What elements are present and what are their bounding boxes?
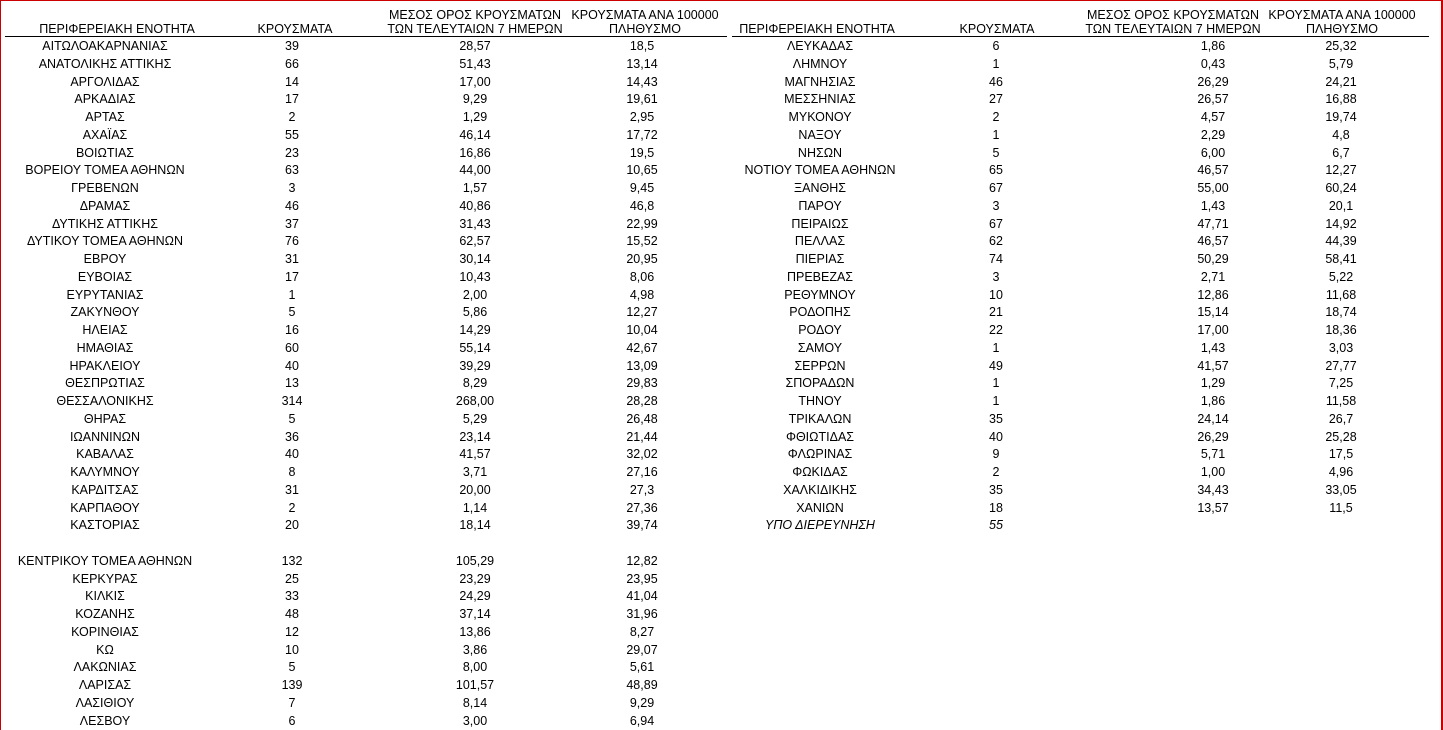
cases-cell: 74 [989,252,1003,266]
region-cell: ΦΩΚΙΔΑΣ [792,465,848,479]
per100k-cell: 29,07 [626,642,658,657]
cases-cell: 18 [989,500,1003,515]
avg-cell: 23,29 [459,571,491,586]
cases-cell: 35 [989,411,1003,426]
header-rule-left [5,36,727,37]
per100k-cell: 42,67 [626,340,658,355]
avg-cell: 4,57 [1200,110,1226,124]
avg-cell: 40,86 [459,198,491,213]
per100k-cell: 32,02 [626,447,658,462]
per100k-cell: 29,83 [626,376,658,391]
cases-cell: 17 [285,269,299,284]
avg-cell: 26,29 [1197,429,1229,444]
per100k-cell: 8,06 [629,269,655,284]
avg-cell: 18,14 [459,518,491,533]
per100k-cell: 9,45 [629,181,655,195]
cases-cell: 5 [288,305,296,320]
avg-cell: 14,29 [459,323,491,337]
cases-cell: 5 [288,660,296,675]
region-cell: ΖΑΚΥΝΘΟΥ [70,305,140,320]
region-cell: ΡΟΔΟΥ [798,323,842,337]
cases-cell: 25 [285,571,299,586]
region-cell: ΘΕΣΠΡΩΤΙΑΣ [65,376,145,391]
region-cell: ΚΙΛΚΙΣ [85,589,125,604]
cases-cell: 63 [285,163,299,178]
cases-cell: 60 [285,340,299,355]
region-cell: ΚΑΒΑΛΑΣ [76,447,134,462]
header-per100k-left-1: ΚΡΟΥΣΜΑΤΑ ΑΝΑ 100000 [571,8,719,22]
cases-cell: 67 [989,181,1003,195]
per100k-cell: 5,22 [1328,269,1354,284]
per100k-cell: 27,36 [626,500,658,515]
per100k-cell: 10,65 [626,163,658,178]
avg-cell: 46,57 [1197,163,1229,178]
header-cases-left: ΚΡΟΥΣΜΑΤΑ [257,22,333,36]
header-per100k-right-1: ΚΡΟΥΣΜΑΤΑ ΑΝΑ 100000 [1268,8,1416,22]
per100k-cell: 11,5 [1329,500,1353,515]
avg-cell: 1,29 [462,110,488,124]
cases-cell: 1 [992,127,1000,142]
avg-cell: 3,86 [462,642,488,657]
region-cell: ΛΑΚΩΝΙΑΣ [73,660,137,675]
avg-cell: 55,14 [459,340,491,355]
avg-cell: 37,14 [459,607,491,621]
cases-cell: 2 [288,500,296,515]
cases-cell: 3 [992,198,1000,213]
cases-cell: 132 [281,553,303,568]
avg-cell: 3,71 [462,465,488,479]
cases-cell: 40 [989,429,1003,444]
per100k-cell: 3,03 [1328,340,1354,355]
cases-cell: 5 [288,411,296,426]
header-region-left: ΠΕΡΙΦΕΡΕΙΑΚΗ ΕΝΟΤΗΤΑ [39,22,195,36]
per100k-cell: 13,09 [626,358,658,373]
region-cell: ΔΥΤΙΚΟΥ ΤΟΜΕΑ ΑΘΗΝΩΝ [26,234,184,249]
per100k-cell: 24,21 [1325,74,1357,89]
region-cell: ΞΑΝΘΗΣ [794,181,846,195]
region-cell: ΗΛΕΙΑΣ [82,323,128,337]
region-cell: ΠΑΡΟΥ [798,198,842,213]
region-cell: ΘΗΡΑΣ [83,411,127,426]
region-cell: ΚΟΖΑΝΗΣ [75,607,135,621]
avg-cell: 3,00 [462,713,488,728]
avg-cell: 2,00 [462,287,488,302]
avg-cell: 44,00 [459,163,491,178]
region-cell: ΠΡΕΒΕΖΑΣ [786,269,854,284]
cases-cell: 31 [285,482,299,497]
avg-cell: 105,29 [455,553,495,568]
region-cell: ΜΕΣΣΗΝΙΑΣ [784,92,856,107]
per100k-cell: 6,7 [1332,145,1350,160]
cases-cell: 2 [288,110,296,124]
region-cell: ΛΕΥΚΑΔΑΣ [786,39,854,53]
avg-cell: 30,14 [459,252,491,266]
region-cell: ΒΟΡΕΙΟΥ ΤΟΜΕΑ ΑΘΗΝΩΝ [25,163,185,178]
per100k-cell: 41,04 [626,589,658,604]
avg-cell: 268,00 [455,394,495,408]
per100k-cell: 7,25 [1328,376,1354,391]
per100k-cell: 27,16 [626,465,658,479]
avg-cell: 12,86 [1197,287,1229,302]
per100k-cell: 26,48 [626,411,658,426]
per100k-cell: 4,96 [1328,465,1354,479]
avg-cell: 101,57 [455,678,495,692]
avg-cell: 26,29 [1197,74,1229,89]
avg-cell: 17,00 [1197,323,1229,337]
cases-cell: 3 [992,269,1000,284]
region-cell: ΛΑΡΙΣΑΣ [78,678,132,692]
per100k-cell: 20,1 [1328,198,1354,213]
cases-cell: 27 [989,92,1003,107]
avg-cell: 41,57 [459,447,491,462]
avg-cell: 5,86 [462,305,488,320]
cases-cell: 20 [285,518,299,533]
region-cell: ΑΝΑΤΟΛΙΚΗΣ ΑΤΤΙΚΗΣ [38,56,172,71]
region-cell: ΤΗΝΟΥ [798,394,842,408]
region-cell: ΛΕΣΒΟΥ [79,713,131,728]
avg-cell: 1,57 [462,181,488,195]
per100k-cell: 4,98 [629,287,655,302]
region-cell: ΚΑΣΤΟΡΙΑΣ [70,518,140,533]
region-cell: ΕΥΒΟΙΑΣ [77,269,133,284]
region-cell: ΓΡΕΒΕΝΩΝ [71,181,139,195]
region-cell: ΒΟΙΩΤΙΑΣ [75,145,135,160]
avg-cell: 2,71 [1200,269,1226,284]
per100k-cell: 58,41 [1325,252,1357,266]
region-cell: ΔΡΑΜΑΣ [79,198,131,213]
region-cell: ΚΑΡΠΑΘΟΥ [70,500,140,515]
per100k-cell: 12,27 [626,305,658,320]
per100k-cell: 11,58 [1325,394,1357,408]
region-cell: ΚΕΡΚΥΡΑΣ [72,571,138,586]
avg-cell: 46,14 [459,127,491,142]
per100k-cell: 2,95 [629,110,655,124]
cases-cell: 46 [285,198,299,213]
header-per100k-right-2: ΠΛΗΘΥΣΜΟ [1306,22,1378,36]
per100k-cell: 27,77 [1325,358,1357,373]
avg-cell: 1,29 [1200,376,1226,391]
region-cell: ΑΧΑΪΑΣ [82,127,128,142]
cases-cell: 139 [281,678,303,692]
per100k-cell: 17,72 [626,127,658,142]
per100k-cell: 19,5 [629,145,655,160]
region-cell: ΚΟΡΙΝΘΙΑΣ [71,624,139,639]
avg-cell: 2,29 [1200,127,1226,142]
region-cell: ΧΑΛΚΙΔΙΚΗΣ [783,482,857,497]
region-cell: ΚΕΝΤΡΙΚΟΥ ΤΟΜΕΑ ΑΘΗΝΩΝ [17,553,193,568]
avg-cell: 9,29 [462,92,488,107]
avg-cell: 0,43 [1200,56,1226,71]
cases-cell: 2 [992,110,1000,124]
avg-cell: 10,43 [459,269,491,284]
per100k-cell: 18,74 [1325,305,1357,320]
per100k-cell: 44,39 [1325,234,1357,249]
per100k-cell: 20,95 [626,252,658,266]
region-cell: ΕΒΡΟΥ [83,252,127,266]
header-avg-right-1: ΜΕΣΟΣ ΟΡΟΣ ΚΡΟΥΣΜΑΤΩΝ [1086,8,1260,22]
region-cell: ΡΕΘΥΜΝΟΥ [784,287,856,302]
avg-cell: 15,14 [1197,305,1229,320]
cases-cell: 2 [992,465,1000,479]
cases-cell: 55 [989,518,1003,533]
avg-cell: 8,00 [462,660,488,675]
region-cell: ΝΑΞΟΥ [798,127,842,142]
per100k-cell: 14,43 [626,74,658,89]
per100k-cell: 39,74 [626,518,658,533]
avg-cell: 39,29 [459,358,491,373]
per100k-cell: 19,74 [1325,110,1357,124]
header-region-right: ΠΕΡΙΦΕΡΕΙΑΚΗ ΕΝΟΤΗΤΑ [739,22,895,36]
region-cell: ΧΑΝΙΩΝ [796,500,844,515]
cases-cell: 37 [285,216,299,231]
per100k-cell: 6,94 [629,713,655,728]
avg-cell: 26,57 [1197,92,1229,107]
cases-cell: 1 [288,287,296,302]
avg-cell: 13,86 [459,624,491,639]
cases-cell: 23 [285,145,299,160]
region-cell: ΚΑΡΔΙΤΣΑΣ [71,482,139,497]
cases-cell: 66 [285,56,299,71]
avg-cell: 55,00 [1197,181,1229,195]
region-cell: ΝΗΣΩΝ [797,145,843,160]
header-avg-right-2: ΤΩΝ ΤΕΛΕΥΤΑΙΩΝ 7 ΗΜΕΡΩΝ [1085,22,1261,36]
region-cell: ΠΙΕΡΙΑΣ [795,252,845,266]
per100k-cell: 46,8 [629,198,655,213]
header-rule-right [732,36,1429,37]
avg-cell: 41,57 [1197,358,1229,373]
per100k-cell: 19,61 [626,92,658,107]
avg-cell: 24,14 [1197,411,1229,426]
cases-cell: 314 [281,394,303,408]
per100k-cell: 13,14 [626,56,658,71]
avg-cell: 8,29 [462,376,488,391]
cases-cell: 1 [992,340,1000,355]
avg-cell: 51,43 [459,56,491,71]
avg-cell: 5,71 [1200,447,1226,462]
per100k-cell: 17,5 [1328,447,1354,462]
per100k-cell: 27,3 [629,482,655,497]
per100k-cell: 25,32 [1325,39,1357,53]
per100k-cell: 11,68 [1325,287,1357,302]
avg-cell: 34,43 [1197,482,1229,497]
cases-cell: 16 [285,323,299,337]
per100k-cell: 26,7 [1328,411,1354,426]
header-cases-right: ΚΡΟΥΣΜΑΤΑ [959,22,1035,36]
region-cell: ΑΙΤΩΛΟΑΚΑΡΝΑΝΙΑΣ [42,39,168,53]
cases-cell: 65 [989,163,1003,178]
per100k-cell: 21,44 [626,429,658,444]
cases-cell: 14 [285,74,299,89]
cases-cell: 48 [285,607,299,621]
per100k-cell: 10,04 [626,323,658,337]
region-cell: ΑΡΤΑΣ [85,110,125,124]
per100k-cell: 25,28 [1325,429,1357,444]
avg-cell: 1,00 [1200,465,1226,479]
cases-cell: 67 [989,216,1003,231]
region-cell: ΣΠΟΡΑΔΩΝ [785,376,855,391]
cases-cell: 33 [285,589,299,604]
region-cell: ΔΥΤΙΚΗΣ ΑΤΤΙΚΗΣ [52,216,158,231]
region-cell: ΣΕΡΡΩΝ [794,358,846,373]
region-cell: ΝΟΤΙΟΥ ΤΟΜΕΑ ΑΘΗΝΩΝ [744,163,896,178]
region-cell: ΗΡΑΚΛΕΙΟΥ [69,358,141,373]
avg-cell: 1,86 [1200,39,1226,53]
region-cell: ΙΩΑΝΝΙΝΩΝ [69,429,141,444]
per100k-cell: 31,96 [626,607,658,621]
cases-cell: 35 [989,482,1003,497]
per100k-cell: 60,24 [1325,181,1357,195]
region-cell: ΛΑΣΙΘΙΟΥ [75,695,135,710]
region-cell: ΚΩ [96,642,114,657]
cases-cell: 55 [285,127,299,142]
region-cell: ΚΑΛΥΜΝΟΥ [70,465,140,479]
avg-cell: 1,43 [1200,198,1226,213]
cases-cell: 6 [992,39,1000,53]
per100k-cell: 14,92 [1325,216,1357,231]
region-cell: ΑΡΚΑΔΙΑΣ [74,92,136,107]
cases-cell: 10 [285,642,299,657]
header-avg-left-2: ΤΩΝ ΤΕΛΕΥΤΑΙΩΝ 7 ΗΜΕΡΩΝ [387,22,563,36]
per100k-cell: 12,27 [1325,163,1357,178]
cases-cell: 12 [285,624,299,639]
region-cell: ΠΕΙΡΑΙΩΣ [791,216,849,231]
region-cell: ΛΗΜΝΟΥ [792,56,848,71]
cases-cell: 46 [989,74,1003,89]
region-cell: ΗΜΑΘΙΑΣ [76,340,134,355]
avg-cell: 8,14 [462,695,488,710]
avg-cell: 46,57 [1197,234,1229,249]
per100k-cell: 28,28 [626,394,658,408]
avg-cell: 50,29 [1197,252,1229,266]
region-cell: ΦΛΩΡΙΝΑΣ [787,447,853,462]
avg-cell: 47,71 [1197,216,1229,231]
cases-cell: 62 [989,234,1003,249]
avg-cell: 24,29 [459,589,491,604]
per100k-cell: 9,29 [629,695,655,710]
cases-cell: 17 [285,92,299,107]
avg-cell: 20,00 [459,482,491,497]
avg-cell: 31,43 [459,216,491,231]
per100k-cell: 12,82 [626,553,658,568]
cases-cell: 36 [285,429,299,444]
avg-cell: 5,29 [462,411,488,426]
cases-cell: 40 [285,358,299,373]
region-cell: ΑΡΓΟΛΙΔΑΣ [70,74,140,89]
cases-cell: 1 [992,394,1000,408]
per100k-cell: 48,89 [626,678,658,692]
region-cell: ΘΕΣΣΑΛΟΝΙΚΗΣ [56,394,154,408]
cases-cell: 3 [288,181,296,195]
region-cell: ΜΥΚΟΝΟΥ [788,110,852,124]
cases-cell: 76 [285,234,299,249]
region-cell: ΣΑΜΟΥ [797,340,843,355]
region-cell: ΕΥΡΥΤΑΝΙΑΣ [66,287,144,302]
avg-cell: 6,00 [1200,145,1226,160]
cases-cell: 21 [989,305,1003,320]
per100k-cell: 15,52 [626,234,658,249]
per100k-cell: 16,88 [1325,92,1357,107]
cases-cell: 6 [288,713,296,728]
per100k-cell: 18,5 [629,39,655,53]
avg-cell: 28,57 [459,39,491,53]
avg-cell: 1,86 [1200,394,1226,408]
cases-cell: 1 [992,56,1000,71]
avg-cell: 1,14 [462,500,488,515]
avg-cell: 1,43 [1200,340,1226,355]
avg-cell: 23,14 [459,429,491,444]
per100k-cell: 8,27 [629,624,655,639]
avg-cell: 16,86 [459,145,491,160]
cases-cell: 8 [288,465,296,479]
cases-cell: 9 [992,447,1000,462]
avg-cell: 13,57 [1197,500,1229,515]
region-cell: ΦΘΙΩΤΙΔΑΣ [785,429,855,444]
per100k-cell: 23,95 [626,571,658,586]
per100k-cell: 4,8 [1332,127,1350,142]
cases-cell: 40 [285,447,299,462]
region-cell: ΡΟΔΟΠΗΣ [789,305,851,320]
region-cell: ΥΠΟ ΔΙΕΡΕΥΝΗΣΗ [765,518,875,533]
cases-cell: 49 [989,358,1003,373]
per100k-cell: 33,05 [1325,482,1357,497]
header-per100k-left-2: ΠΛΗΘΥΣΜΟ [609,22,681,36]
per100k-cell: 5,79 [1328,56,1354,71]
header-avg-left-1: ΜΕΣΟΣ ΟΡΟΣ ΚΡΟΥΣΜΑΤΩΝ [388,8,562,22]
per100k-cell: 5,61 [629,660,655,675]
per100k-cell: 18,36 [1325,323,1357,337]
cases-cell: 1 [992,376,1000,391]
per100k-cell: 22,99 [626,216,658,231]
region-cell: ΤΡΙΚΑΛΩΝ [788,411,852,426]
avg-cell: 62,57 [459,234,491,249]
cases-cell: 31 [285,252,299,266]
cases-cell: 10 [989,287,1003,302]
cases-cell: 39 [285,39,299,53]
region-cell: ΜΑΓΝΗΣΙΑΣ [784,74,856,89]
cases-cell: 7 [288,695,296,710]
cases-cell: 13 [285,376,299,391]
cases-cell: 22 [989,323,1003,337]
avg-cell: 17,00 [459,74,491,89]
region-cell: ΠΕΛΛΑΣ [794,234,846,249]
cases-cell: 5 [992,145,1000,160]
